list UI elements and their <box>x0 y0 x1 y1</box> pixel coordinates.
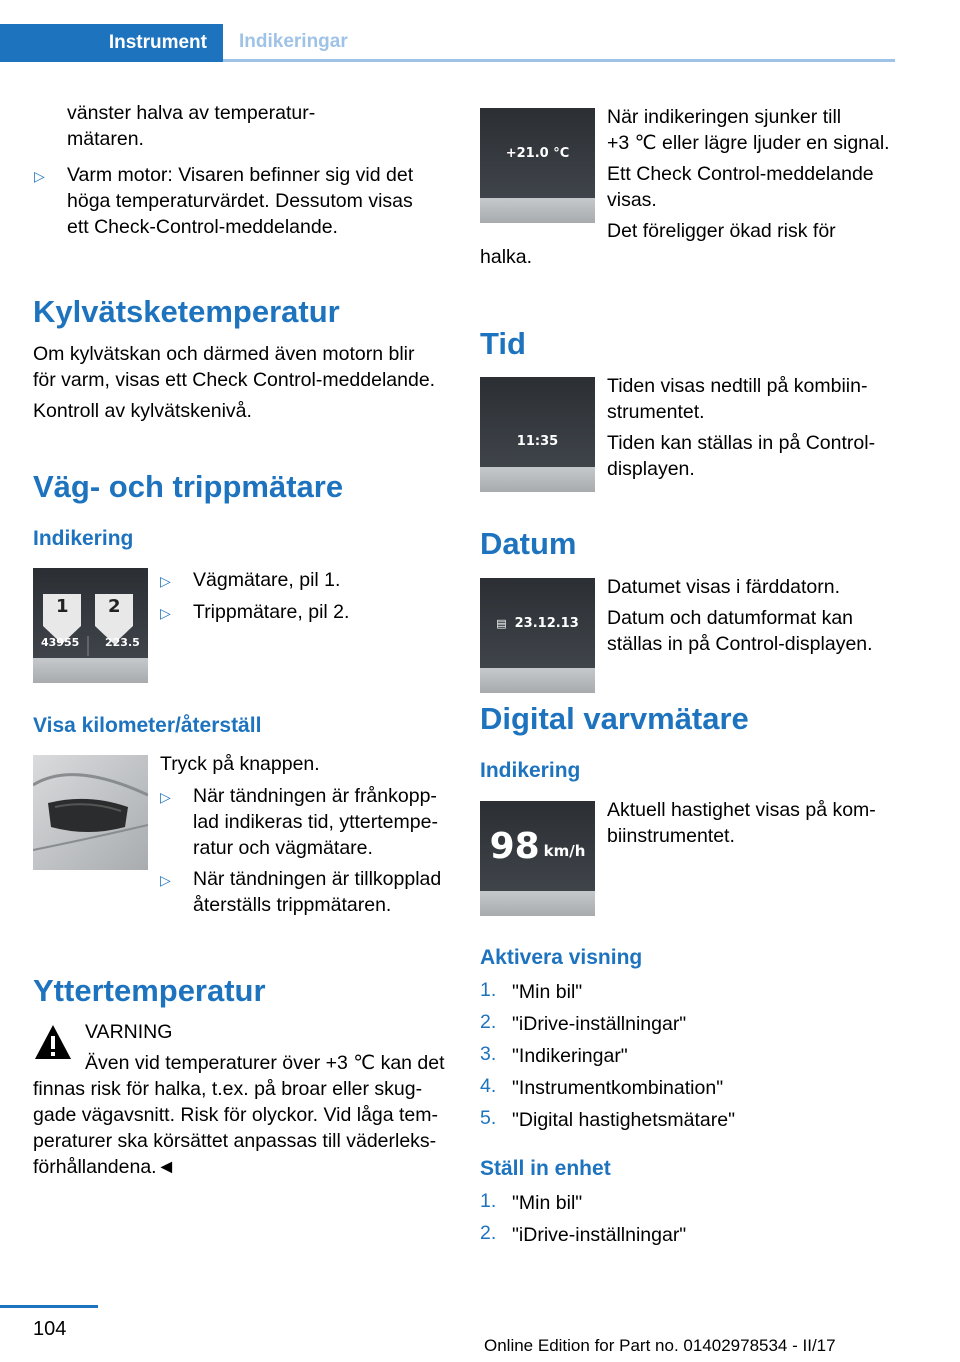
text-line: Datumet visas i färddatorn. <box>607 576 841 598</box>
text-line: Datum och datumformat kan <box>607 607 854 629</box>
text-line: peraturer ska körsättet anpassas till väderleks- <box>33 1130 437 1152</box>
text-line: mätaren. <box>67 128 144 150</box>
text-line: Aktuell hastighet visas på kom- <box>607 799 876 821</box>
text-line: lad indikeras tid, yttertempe- <box>193 811 438 833</box>
list-number: 1. <box>480 979 497 1001</box>
subheading-indikering: Indikering <box>33 527 134 550</box>
text-line: ratur och vägmätare. <box>193 837 373 859</box>
temperature-display-image <box>480 108 595 223</box>
text-line: När indikeringen sjunker till <box>607 106 842 128</box>
text-line: strumentet. <box>607 401 705 423</box>
list-item: "iDrive-inställningar" <box>512 1013 687 1035</box>
text-line: Om kylvätskan och därmed även motorn blir <box>33 343 415 365</box>
bullet-triangle-icon: ▷ <box>34 168 45 184</box>
heading-coolant: Kylvätsketemperatur <box>33 294 340 329</box>
text-line: biinstrumentet. <box>607 825 735 847</box>
subheading-set-unit: Ställ in enhet <box>480 1157 611 1180</box>
odometer-value: 43955 <box>41 636 80 649</box>
arrow-2-label: 2 <box>108 596 121 617</box>
text-line: displayen. <box>607 458 695 480</box>
text-line: förhållandena.◄ <box>33 1156 176 1178</box>
text-line: för varm, visas ett Check Control-meddelande. <box>33 369 436 391</box>
heading-time: Tid <box>480 326 526 361</box>
calendar-icon: ▤ <box>496 616 507 630</box>
reset-button-image <box>33 755 148 870</box>
text-line: Vägmätare, pil 1. <box>193 569 341 591</box>
reset-button-illustration <box>33 755 148 870</box>
list-item: "Instrumentkombination" <box>512 1077 724 1099</box>
list-item: "Min bil" <box>512 981 583 1003</box>
warning-triangle-icon <box>33 1022 73 1062</box>
text-line: När tändningen är tillkopplad <box>193 868 442 890</box>
text-line: ställas in på Control-displayen. <box>607 633 873 655</box>
text-line: När tändningen är frånkopp- <box>193 785 437 807</box>
list-item: "Digital hastighetsmätare" <box>512 1109 736 1131</box>
text-line: vänster halva av temperatur- <box>67 102 316 124</box>
text-line: Tiden visas nedtill på kombiin- <box>607 375 868 397</box>
subheading-reset: Visa kilometer/återställ <box>33 714 262 737</box>
trip-value: 223.5 <box>105 636 140 649</box>
list-number: 3. <box>480 1043 497 1065</box>
text-line: ett Check-Control-meddelande. <box>67 216 338 238</box>
heading-date: Datum <box>480 526 577 561</box>
tab-instrument[interactable]: Instrument <box>0 24 223 62</box>
warning-label: VARNING <box>85 1021 173 1043</box>
bullet-triangle-icon: ▷ <box>160 605 171 621</box>
text-line: Tryck på knappen. <box>160 753 320 775</box>
bullet-triangle-icon: ▷ <box>160 789 171 805</box>
heading-odometer: Väg- och trippmätare <box>33 469 344 504</box>
heading-outside-temperature: Yttertemperatur <box>33 973 266 1008</box>
list-number: 5. <box>480 1107 497 1129</box>
date-screen: 23.12.13 <box>514 615 579 631</box>
list-item: "Min bil" <box>512 1192 583 1214</box>
bullet-triangle-icon: ▷ <box>160 573 171 589</box>
speed-display-image <box>480 801 595 916</box>
page-number: 104 <box>33 1318 67 1340</box>
subheading-indikering-speed: Indikering <box>480 759 581 782</box>
text-line: Det föreligger ökad risk för <box>607 220 836 242</box>
header-tabs <box>0 24 895 62</box>
text-line: höga temperaturvärdet. Dessutom visas <box>67 190 413 212</box>
speed-value: 98 <box>489 825 540 867</box>
text-line: Trippmätare, pil 2. <box>193 601 350 623</box>
footer-edition: Online Edition for Part no. 01402978534 - II/17 <box>484 1336 836 1355</box>
list-number: 4. <box>480 1075 497 1097</box>
text-line: Ett Check Control-meddelande <box>607 163 874 185</box>
text-line: Kontroll av kylvätskenivå. <box>33 400 252 422</box>
heading-digital-speedometer: Digital varvmätare <box>480 701 749 736</box>
text-line: gade vägavsnitt. Risk för olyckor. Vid låga tem- <box>33 1104 438 1126</box>
text-line: +3 ℃ eller lägre ljuder en signal. <box>607 132 890 154</box>
odometer-image <box>33 568 148 683</box>
bullet-triangle-icon: ▷ <box>160 872 171 888</box>
text-line: visas. <box>607 189 657 211</box>
text-line: Även vid temperaturer över +3 ℃ kan det <box>85 1052 445 1074</box>
temperature-screen: +21.0 °C <box>480 108 595 198</box>
subheading-activate: Aktivera visning <box>480 946 643 969</box>
text-line: finnas risk för halka, t.ex. på broar eller skug- <box>33 1078 423 1100</box>
list-item: "iDrive-inställningar" <box>512 1224 687 1246</box>
footer-rule <box>0 1305 98 1308</box>
list-number: 2. <box>480 1011 497 1033</box>
time-screen: 11:35 <box>480 377 595 467</box>
text-line: halka. <box>480 246 533 268</box>
arrow-1-label: 1 <box>56 596 69 617</box>
tab-indikeringar[interactable]: Indikeringar <box>223 24 895 62</box>
text-line: Varm motor: Visaren befinner sig vid det <box>67 164 414 186</box>
text-line: Tiden kan ställas in på Control- <box>607 432 876 454</box>
date-display-image <box>480 578 595 693</box>
text-line: återställs trippmätaren. <box>193 894 392 916</box>
list-number: 2. <box>480 1222 497 1244</box>
list-item: "Indikeringar" <box>512 1045 628 1067</box>
speed-unit: km/h <box>543 842 586 860</box>
time-display-image <box>480 377 595 492</box>
list-number: 1. <box>480 1190 497 1212</box>
